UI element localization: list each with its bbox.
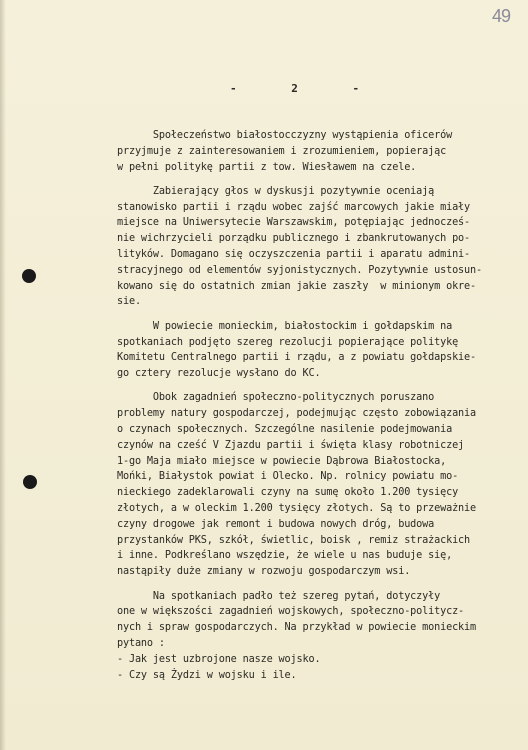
text-line: przyjmuje z zainteresowaniem i zrozumieniem, popierając	[117, 145, 447, 157]
text-line: problemy natury gospodarczej, podejmując często zobowiązania	[117, 408, 477, 420]
text-line: Zabierający głos w dyskusji pozytywnie oceniają	[117, 185, 435, 197]
page-edge-shadow	[0, 0, 6, 750]
text-line: o czynach społecznych. Szczególne nasilenie podejmowania	[117, 424, 453, 436]
text-line: sie.	[117, 296, 141, 308]
text-line: nieckiego zadeklarowali czyny na sumę około 1.200 tysięcy	[117, 487, 459, 499]
text-line: one w większości zagadnień wojskowych, społeczno-politycz-	[117, 606, 465, 618]
text-line: i inne. Podkreślano wszędzie, że wiele u nas buduje się,	[117, 550, 453, 562]
text-line: Obok zagadnień społeczno-politycznych poruszano	[117, 392, 435, 404]
text-line: przystanków PKS, szkół, świetlic, boisk , remiz strażackich	[117, 534, 471, 546]
text-line: - Jak jest uzbrojone nasze wojsko.	[117, 653, 321, 665]
text-line: w pełni politykę partii z tow. Wiesławem na czele.	[117, 161, 417, 173]
text-line: 1-go Maja miało miejsce w powiecie Dąbrowa Białostocka,	[117, 455, 447, 467]
text-line: Społeczeństwo białostocczyzny wystąpienia oficerów	[117, 130, 453, 141]
text-line: Na spotkaniach padło też szereg pytań, dotyczyły	[117, 590, 441, 602]
text-line: czynów na cześć V Zjazdu partii i święta klasy robotniczej	[117, 439, 465, 451]
text-line: Mońki, Białystok powiat i Olecko. Np. rolnicy powiatu mo-	[117, 471, 459, 483]
text-line: stanowisko partii i rządu wobec zajść marcowych jakie miały	[117, 201, 471, 213]
paragraph	[117, 184, 521, 310]
paragraph	[117, 128, 521, 175]
document-body	[117, 128, 521, 692]
punch-hole	[22, 269, 36, 283]
text-line: spotkaniach podjęto szereg rezolucji popierające politykę	[117, 336, 459, 348]
paragraph	[117, 589, 521, 684]
page-number: - 2 -	[230, 82, 384, 95]
text-line: - Czy są Żydzi w wojsku i ile.	[117, 669, 297, 681]
paragraph	[117, 319, 521, 382]
text-line: pytano :	[117, 637, 165, 649]
text-line: kowano się do ostatnich zmian jakie zaszły w minionym okre-	[117, 280, 477, 292]
text-line: stracyjnego od elementów syjonistycznych. Pozytywnie ustosun-	[117, 264, 482, 276]
text-line: lityków. Domagano się oczyszczenia partii i aparatu admini-	[117, 249, 471, 261]
text-line: nych i spraw gospodarczych. Na przykład w powiecie monieckim	[117, 622, 477, 634]
text-line: czyny drogowe jak remont i budowa nowych dróg, budowa	[117, 518, 435, 530]
text-line: miejsce na Uniwersytecie Warszawskim, potępiając jednocześ-	[117, 217, 471, 229]
text-line: nastąpiły duże zmiany w rozwoju gospodarczym wsi.	[117, 566, 411, 578]
text-line: Komitetu Centralnego partii i rządu, a z powiatu gołdapskie-	[117, 352, 477, 364]
text-line: nie wichrzycieli porządku publicznego i zbankrutowanych po-	[117, 233, 471, 245]
text-line: go cztery rezolucje wysłano do KC.	[117, 368, 321, 380]
archive-page-number: 49	[492, 6, 511, 26]
punch-hole	[23, 475, 37, 489]
text-line: złotych, a w oleckim 1.200 tysięcy złotych. Są to przeważnie	[117, 503, 477, 515]
text-line: W powiecie monieckim, białostockim i gołdapskim na	[117, 320, 453, 332]
paragraph	[117, 390, 521, 580]
